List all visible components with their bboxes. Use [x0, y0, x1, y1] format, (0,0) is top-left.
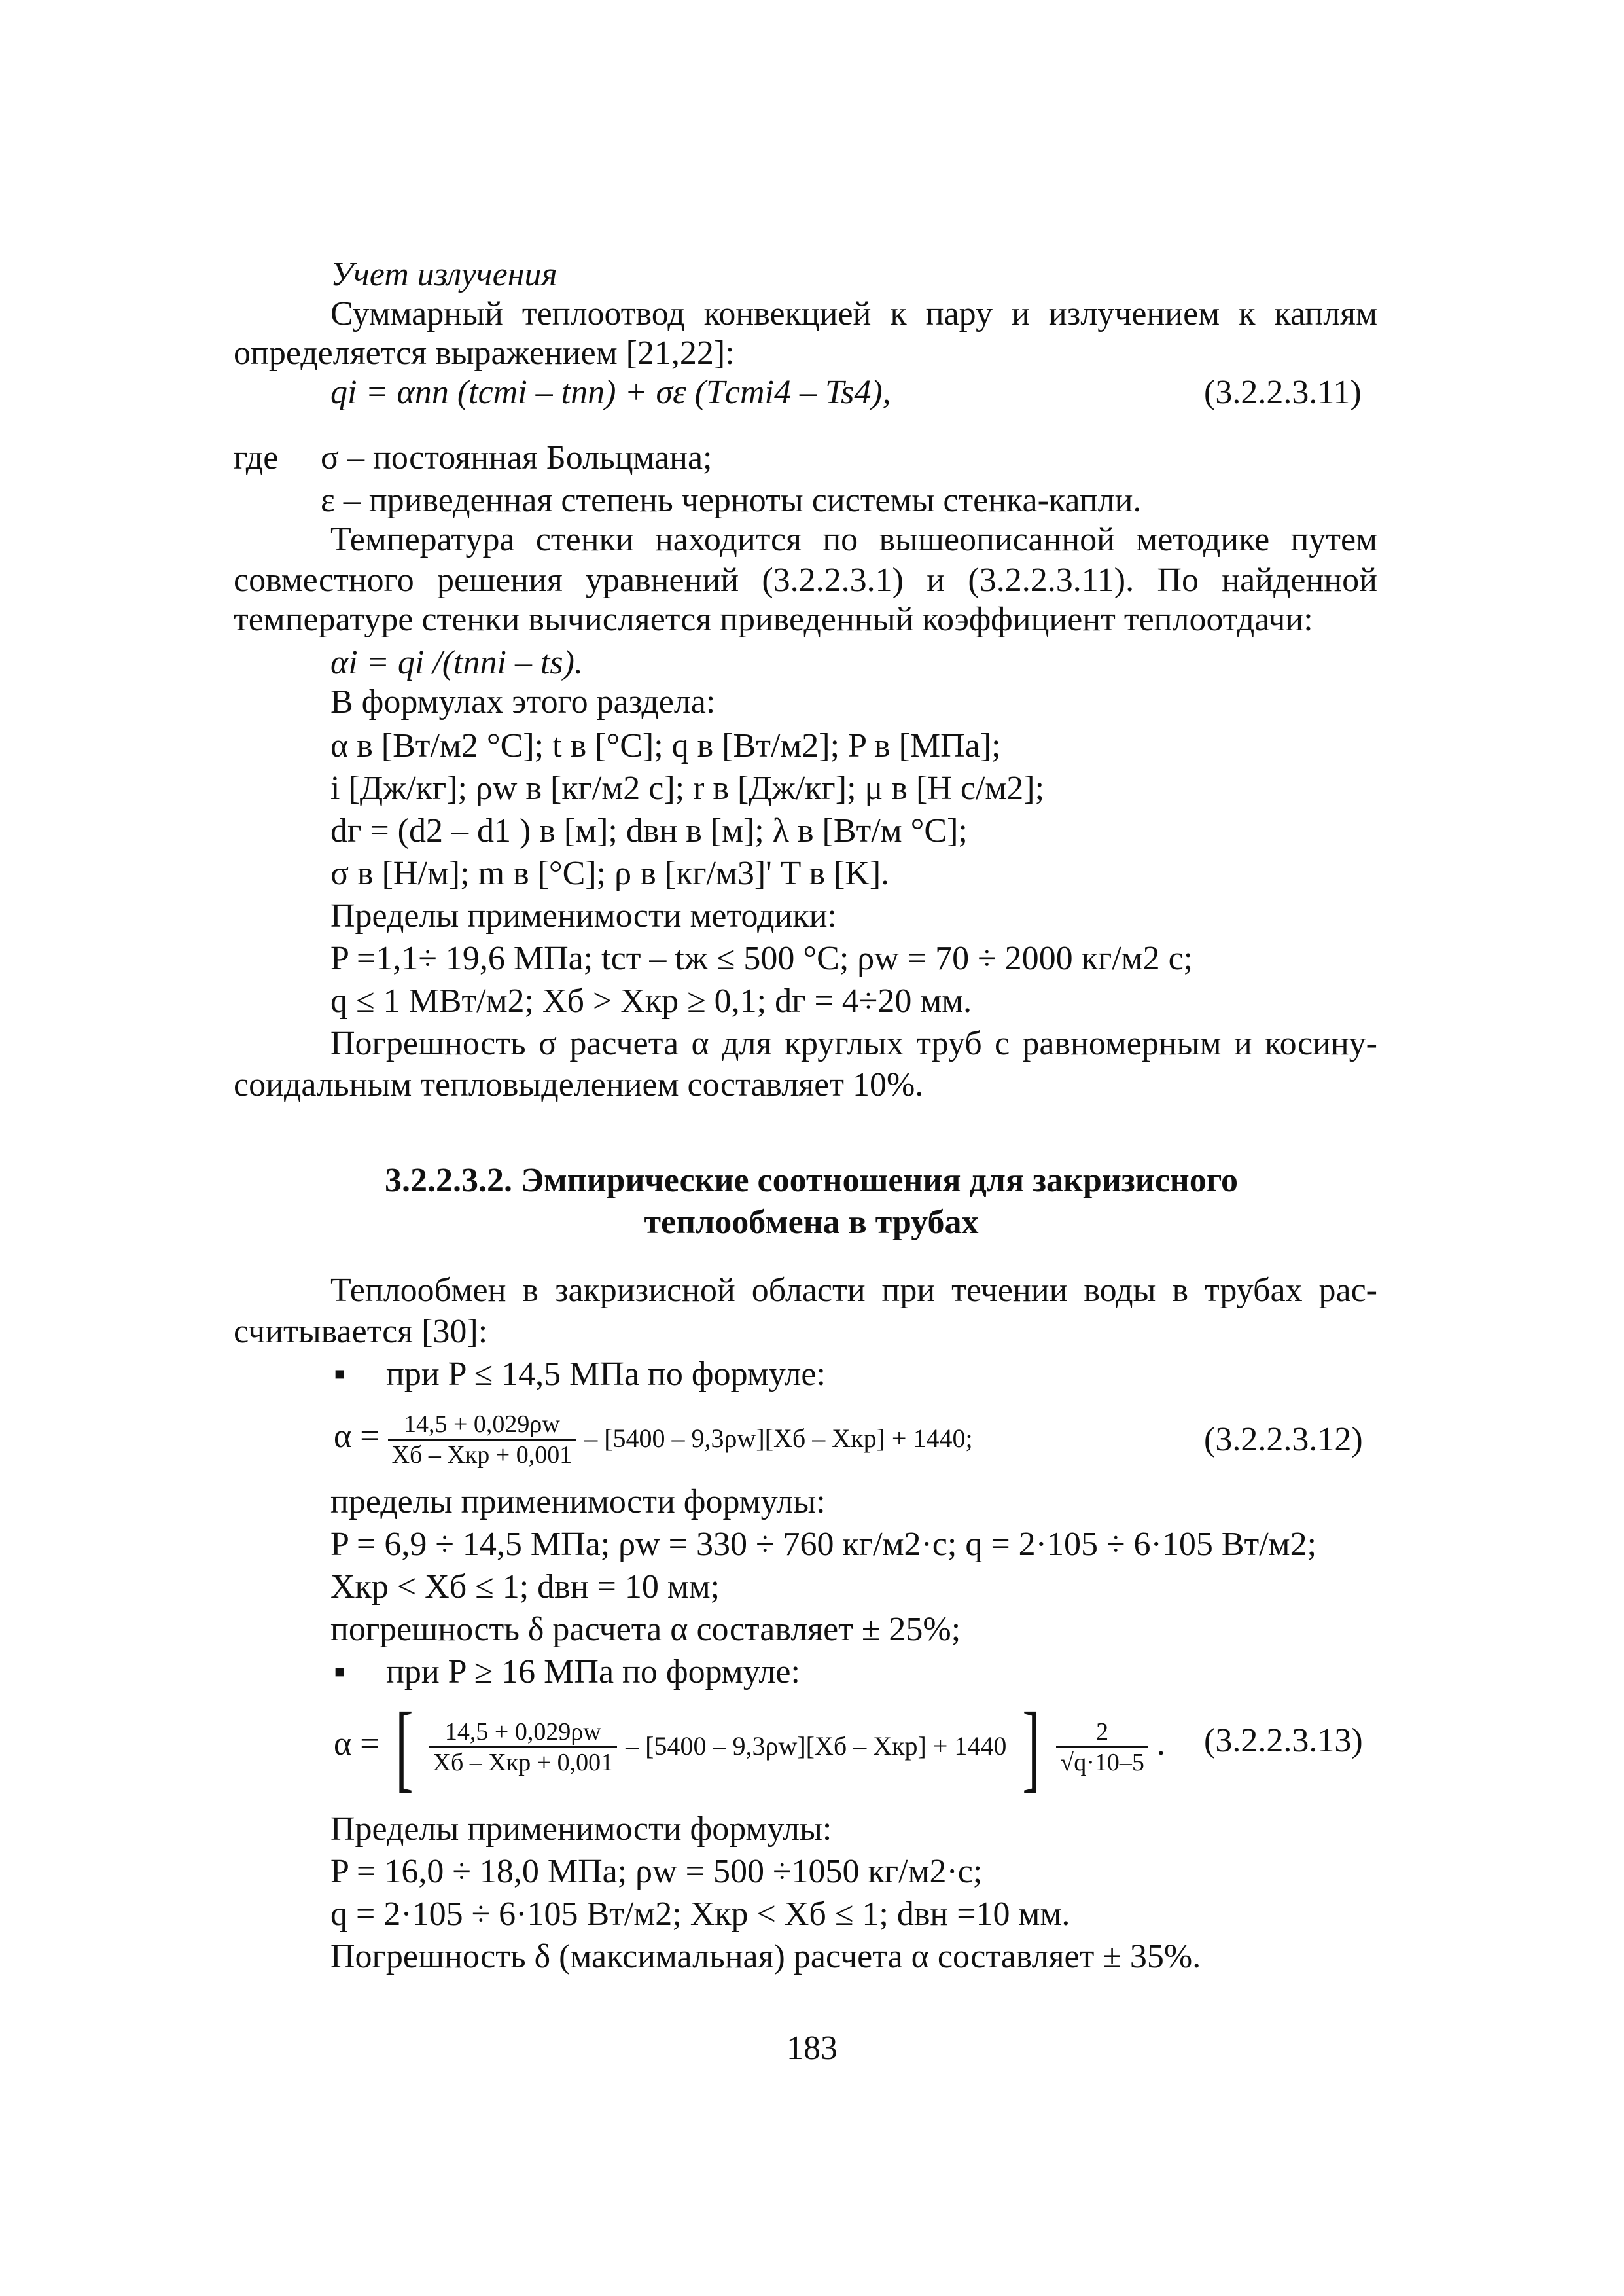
- units-line-1: α в [Вт/м2 °С]; t в [°С]; q в [Вт/м2]; P в [МПа];: [330, 727, 1001, 764]
- temperature-line-1: Температура стенки находится по вышеописанной методике путем: [330, 521, 1377, 558]
- intro-line-2: определяется выражением [21,22]:: [234, 334, 735, 372]
- equation-13-fraction: [429, 1717, 618, 1777]
- equation-12-fraction: [388, 1410, 576, 1469]
- equation-13-number: (3.2.2.3.13): [1204, 1722, 1363, 1759]
- equation-11: qi = αпп (tстi – tпп) + σε (Tстi4 – Ts4),: [330, 374, 891, 411]
- equation-12-numerator: 14,5 + 0,029ρw: [388, 1410, 576, 1441]
- subsection-title: Учет излучения: [330, 256, 557, 293]
- temperature-line-3: температуре стенки вычисляется приведенный коэффициент теплоотдачи:: [234, 601, 1313, 638]
- limits-13-line-2: q = 2·105 ÷ 6·105 Вт/м2; Xкр < Xб ≤ 1; dвн =10 мм.: [330, 1895, 1070, 1933]
- page-number: 183: [786, 2030, 838, 2067]
- where-sigma: σ – постоянная Больцмана;: [321, 439, 713, 476]
- equation-13-multiplier: [1056, 1717, 1148, 1777]
- where-label: где: [234, 439, 279, 476]
- error-line-2: соидальным тепловыделением составляет 10%.: [234, 1066, 924, 1103]
- equation-13-lhs: α =: [334, 1725, 380, 1763]
- alpha-i-formula: αi = qi /(tппi – ts).: [330, 644, 583, 681]
- limits-intro: Пределы применимости методики:: [330, 897, 837, 935]
- equation-13-numerator: 14,5 + 0,029ρw: [429, 1717, 618, 1748]
- limits-12-intro: пределы применимости формулы:: [330, 1483, 826, 1520]
- limits-12-line-3: погрешность δ расчета α составляет ± 25%;: [330, 1611, 961, 1648]
- limits-12-line-2: Xкр < Xб ≤ 1; dвн = 10 мм;: [330, 1568, 720, 1605]
- bullet-icon: ▪: [334, 1355, 346, 1393]
- equation-11-number: (3.2.2.3.11): [1204, 374, 1362, 411]
- limits-12-line-1: P = 6,9 ÷ 14,5 МПа; ρw = 330 ÷ 760 кг/м2·с; q = 2·105 ÷ 6·105 Вт/м2;: [330, 1526, 1317, 1563]
- equation-13-multiplier-denominator: √q·10–5: [1060, 1748, 1144, 1776]
- paragraph-line-1: Теплообмен в закризисной области при течении воды в трубах рас-: [330, 1272, 1377, 1309]
- bullet-icon: ▪: [334, 1653, 346, 1691]
- left-bracket-icon: [: [395, 1693, 414, 1802]
- equation-13: [334, 1693, 1165, 1802]
- equation-13-denominator: Xб – Xкр + 0,001: [432, 1748, 614, 1776]
- limits-13-intro: Пределы применимости формулы:: [330, 1810, 832, 1848]
- intro-line-1: Суммарный теплоотвод конвекцией к пару и излучением к каплям: [330, 295, 1377, 332]
- equation-13-middle: – [5400 – 9,3ρw][Xб – Xкр] + 1440: [626, 1731, 1007, 1761]
- bullet-2-text: при P ≥ 16 МПа по формуле:: [386, 1653, 800, 1691]
- bullet-1-text: при P ≤ 14,5 МПа по формуле:: [386, 1355, 826, 1393]
- units-line-2: i [Дж/кг]; ρw в [кг/м2 с]; r в [Дж/кг]; μ в [Н с/м2];: [330, 770, 1045, 807]
- equation-12-lhs: α =: [334, 1418, 380, 1455]
- equation-12: [334, 1401, 973, 1475]
- equation-12-denominator: Xб – Xкр + 0,001: [391, 1441, 573, 1469]
- limits-13-line-1: P = 16,0 ÷ 18,0 МПа; ρw = 500 ÷1050 кг/м2·с;: [330, 1853, 983, 1890]
- limits-line-1: P =1,1÷ 19,6 МПа; tст – tж ≤ 500 °С; ρw = 70 ÷ 2000 кг/м2 с;: [330, 940, 1193, 977]
- limits-line-2: q ≤ 1 МВт/м2; Xб > Xкр ≥ 0,1; dг = 4÷20 мм.: [330, 982, 972, 1020]
- paragraph-line-2: считывается [30]:: [234, 1313, 488, 1350]
- right-bracket-icon: ]: [1022, 1693, 1041, 1802]
- units-line-3: dг = (d2 – d1 ) в [м]; dвн в [м]; λ в [Вт/м °С];: [330, 812, 968, 850]
- section-heading-line-2: теплообмена в трубах: [644, 1204, 979, 1241]
- section-heading-line-1: 3.2.2.3.2. Эмпирические соотношения для закризисного: [384, 1162, 1239, 1199]
- error-line-1: Погрешность σ расчета α для круглых труб с равномерным и косину-: [330, 1025, 1377, 1062]
- equation-13-end: .: [1156, 1725, 1165, 1763]
- equation-12-tail: – [5400 – 9,3ρw][Xб – Xкр] + 1440;: [584, 1424, 973, 1453]
- equation-13-multiplier-numerator: 2: [1056, 1717, 1148, 1748]
- units-intro: В формулах этого раздела:: [330, 683, 716, 721]
- where-epsilon: ε – приведенная степень черноты системы стенка-капли.: [321, 482, 1142, 519]
- units-line-4: σ в [Н/м]; m в [°С]; ρ в [кг/м3]' T в [K].: [330, 855, 890, 892]
- equation-12-number: (3.2.2.3.12): [1204, 1421, 1363, 1458]
- limits-13-line-3: Погрешность δ (максимальная) расчета α составляет ± 35%.: [330, 1938, 1201, 1975]
- temperature-line-2: совместного решения уравнений (3.2.2.3.1) и (3.2.2.3.11). По найденной: [234, 562, 1377, 599]
